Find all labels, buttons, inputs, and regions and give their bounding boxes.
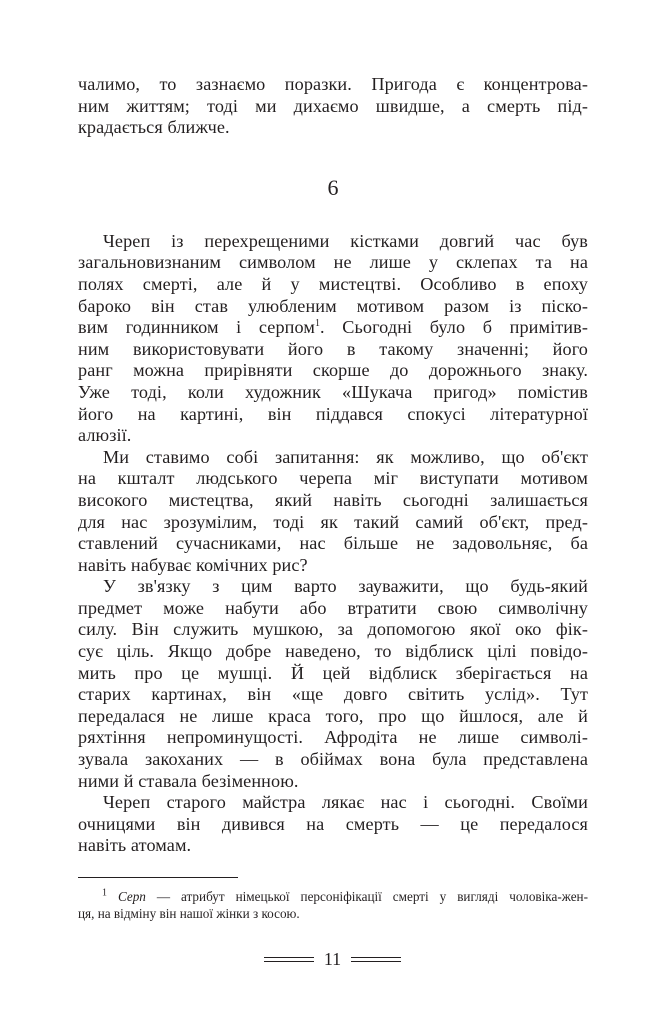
paragraph-1 <box>78 231 588 447</box>
footnote-term: Серп <box>117 889 146 904</box>
page-number: 11 <box>323 949 342 969</box>
text-line: ними й ставала безіменною. <box>78 770 299 791</box>
page-footer <box>0 948 665 970</box>
text-line: бароко він став улюбленим мотивом разом із піско- <box>78 295 588 316</box>
text-line: Череп із перехрещеними кістками довгий час був <box>103 230 588 251</box>
text-line: для нас зрозумілим, тоді як такий самий об'єкт, пред- <box>78 511 588 532</box>
text-line: його на картині, він піддався спокусі літературної <box>78 403 588 424</box>
text-line: силу. Він служить мушкою, за допомогою якої око фік- <box>78 619 588 640</box>
text-line: зувала закоханих — в обіймах вона була представлена <box>78 749 588 770</box>
text-line: високого мистецтва, який навіть сьогодні залишається <box>78 489 588 510</box>
text-line: сує ціль. Якщо добре наведено, то відблиск цілі повідо- <box>78 641 588 662</box>
text-line: мить про це мушці. Й цей відблиск зберігається на <box>78 662 588 683</box>
text-line: Уже тоді, коли художник «Шукача пригод» помістив <box>78 381 588 402</box>
text-line: ставлений сучасниками, нас більше не задовольняє, ба <box>78 533 588 554</box>
text-fragment: вим годинником і серпом <box>78 317 315 338</box>
text-line: крадається ближче. <box>78 117 230 138</box>
text-line: Ми ставимо собі запитання: як можливо, що об'єкт <box>103 446 588 467</box>
text-line: передалася не лише краса того, про що йшлося, але й <box>78 705 588 726</box>
text-line: на кшталт людського черепа міг виступати мотивом <box>78 468 588 489</box>
text-line: ранг можна прирівняти скорше до дорожнього знаку. <box>78 360 588 381</box>
text-line: ряхтіння непроминущості. Афродіта не лише символі- <box>78 727 588 748</box>
text-line: навіть набуває комічних рис? <box>78 554 308 575</box>
footnote-divider <box>78 877 238 878</box>
text-line: предмет може набути або втратити свою символічну <box>78 597 588 618</box>
paragraph-4 <box>78 792 588 857</box>
text-line: алюзії. <box>78 425 132 446</box>
text-line: загальновизнаним символом не лише у склепах та на <box>78 252 588 273</box>
text-line: старих картинах, він «ще довго світить услід». Тут <box>78 684 588 705</box>
text-line: чалимо, то зазнаємо поразки. Пригода є концентрова- <box>78 74 588 94</box>
footer-rule-left <box>264 957 314 962</box>
footnote <box>78 888 588 922</box>
footnote-text: — атрибут німецької персоніфікації смерті у вигляді чоловіка-жен- <box>145 889 588 904</box>
text-line: навіть атомам. <box>78 835 192 856</box>
footnote-reference[interactable]: 1 <box>314 318 321 330</box>
text-line: ним життям; тоді ми дихаємо швидше, а смерть під- <box>78 95 588 116</box>
chapter-number: 6 <box>327 174 339 200</box>
text-fragment: . Сьогодні було б примітив- <box>320 317 588 338</box>
paragraph-3 <box>78 576 588 792</box>
footnote-line: ця, на відміну він нашої жінки з косою. <box>78 906 300 921</box>
text-line: У зв'язку з цим варто зауважити, що будь-який <box>103 576 588 597</box>
continued-text <box>78 74 588 139</box>
text-line: очницями він дивився на смерть — це передалося <box>78 813 588 834</box>
text-line: Череп старого майстра лякає нас і сьогодні. Своїми <box>103 792 588 813</box>
footer-rule-right <box>351 957 401 962</box>
text-line: ним використовувати його в такому значенні; його <box>78 338 588 359</box>
text-line: полях смерті, але й у мистецтві. Особливо в епоху <box>78 273 588 294</box>
text-line-with-footnote <box>78 317 588 339</box>
footnote-line <box>78 888 588 905</box>
paragraph-2 <box>78 447 588 577</box>
footnote-marker: 1 <box>102 887 107 899</box>
page-body <box>78 74 588 922</box>
